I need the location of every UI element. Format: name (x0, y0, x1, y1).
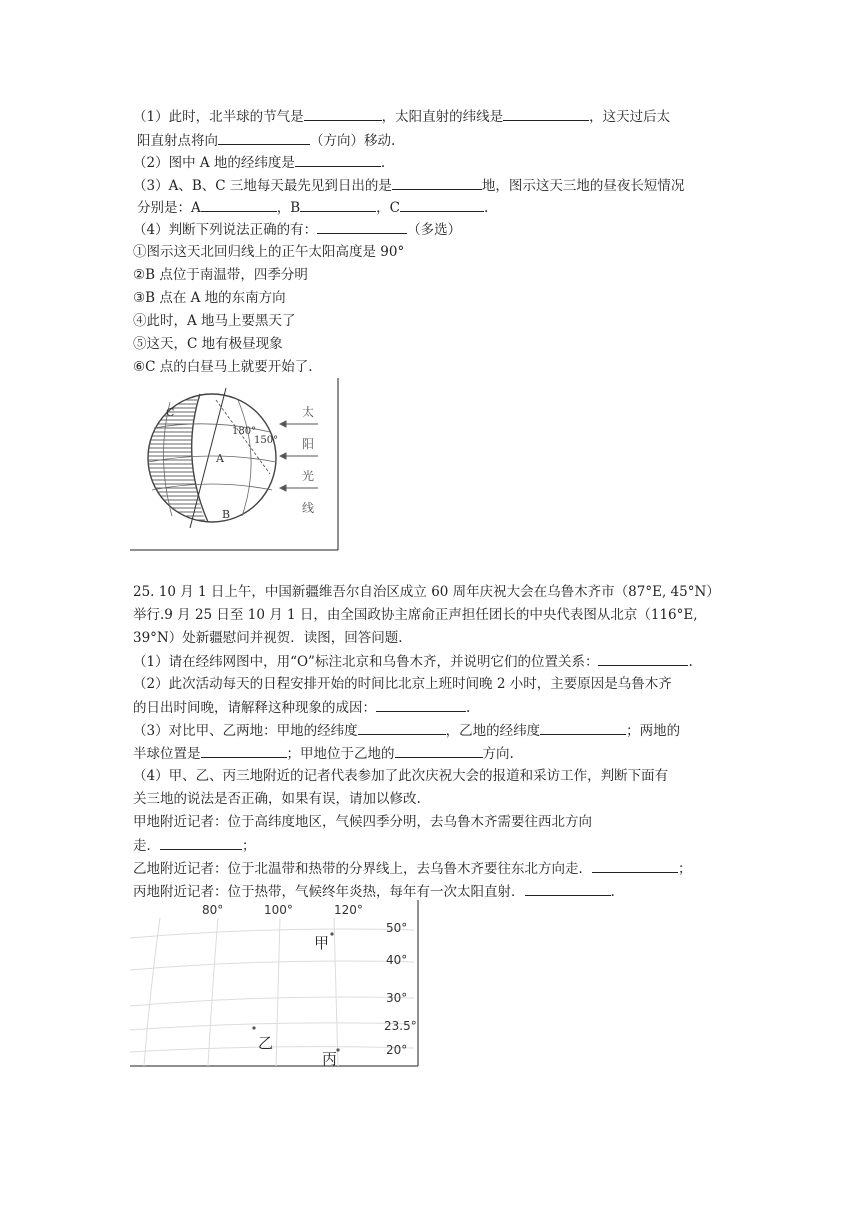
option-6: ⑥C 点的白昼马上就要开始了. (133, 359, 313, 375)
q25-line-3: 39°N）处新疆慰问并视贺．读图，回答问题. (133, 630, 403, 646)
answer-blank[interactable] (503, 106, 589, 121)
place-bing: 丙 (322, 1050, 338, 1068)
answer-blank[interactable] (201, 197, 277, 212)
q1-line-6: （4）判断下列说法正确的有： （多选） (133, 219, 461, 240)
q25-sub-2a: （2）此次活动每天的日程安排开始的时间比北京上班时间晚 2 小时，主要原因是乌鲁木齐 (133, 676, 672, 692)
lon-label-100: 100° (264, 903, 293, 917)
q1-line-1: （1）此时，北半球的节气是 ，太阳直射的纬线是 ，这天过后太 (133, 106, 670, 127)
lat-label-23-5: 23.5° (384, 1019, 417, 1033)
q25-sub-2b: 的日出时间晚，请解释这种现象的成因： . (133, 697, 470, 718)
q25-sub-4a: （4）甲、乙、丙三地附近的记者代表参加了此次庆祝大会的报道和采访工作，判断下面有 (133, 768, 669, 784)
sun-char-4: 线 (302, 501, 315, 515)
option-4: ④此时，A 地马上要黑天了 (133, 313, 296, 329)
answer-blank[interactable] (376, 697, 466, 712)
q25-sub-1: （1）请在经纬网图中，用“O”标注北京和乌鲁木齐，并说明它们的位置关系： . (133, 651, 693, 672)
answer-blank[interactable] (201, 743, 287, 758)
answer-blank[interactable] (300, 197, 376, 212)
latlon-grid-figure (130, 900, 420, 1068)
globe-figure (130, 378, 342, 552)
q25-line-2: 举行.9 月 25 日至 10 月 1 日，由全国政协主席俞正声担任团长的中央代表图从北京（116°E, (133, 607, 698, 623)
answer-blank[interactable] (317, 219, 407, 234)
answer-blank[interactable] (395, 743, 483, 758)
answer-blank[interactable] (540, 720, 626, 735)
answer-blank[interactable] (592, 858, 678, 873)
option-2: ②B 点位于南温带，四季分明 (133, 267, 308, 283)
sun-char-3: 光 (302, 469, 315, 483)
place-yi: 乙 (258, 1034, 274, 1052)
answer-blank[interactable] (598, 651, 688, 666)
lon-label-120: 120° (334, 903, 363, 917)
lat-label-40: 40° (386, 953, 408, 967)
q1-line-2: 阳直射点将向 （方向）移动. (137, 130, 395, 151)
answer-blank[interactable] (358, 720, 446, 735)
q25-sub-3b: 半球位置是 ；甲地位于乙地的 方向. (133, 743, 514, 764)
sun-char-2: 阳 (302, 437, 315, 451)
meridian-180-label: 180° (232, 426, 257, 437)
option-1: ①图示这天北回归线上的正午太阳高度是 90° (133, 244, 405, 260)
meridian-150-label: 150° (254, 435, 279, 446)
latlon-grid (130, 900, 420, 1068)
q1-line-5: 分别是：A ，B ，C . (137, 197, 488, 218)
option-3: ③B 点在 A 地的东南方向 (133, 290, 286, 306)
sun-char-1: 太 (302, 405, 315, 419)
answer-blank[interactable] (218, 130, 310, 145)
answer-blank[interactable] (160, 835, 242, 850)
q1-line-3: （2）图中 A 地的经纬度是 . (133, 152, 385, 173)
jia-statement: 甲地附近记者：位于高纬度地区，气候四季分明，去乌鲁木齐需要往西北方向 (133, 814, 592, 830)
answer-blank[interactable] (304, 106, 382, 121)
point-b-label: B (222, 508, 231, 521)
option-5: ⑤这天，C 地有极昼现象 (133, 336, 283, 352)
q25-sub-3a: （3）对比甲、乙两地：甲地的经纬度 ，乙地的经纬度 ；两地的 (133, 720, 680, 741)
lat-label-20: 20° (386, 1043, 408, 1057)
bing-statement: 丙地附近记者：位于热带，气候终年炎热，每年有一次太阳直射． . (133, 881, 615, 902)
q25-line-1: 25. 10 月 1 日上午，中国新疆维吾尔自治区成立 60 周年庆祝大会在乌鲁木齐市（87°E, 45°N） (133, 584, 720, 600)
answer-blank[interactable] (400, 197, 484, 212)
point-c-label: C (166, 406, 175, 419)
q25-sub-4b: 关三地的说法是否正确，如果有误，请加以修改. (133, 791, 421, 807)
lat-label-30: 30° (386, 991, 408, 1005)
yi-statement: 乙地附近记者：位于北温带和热带的分界线上，去乌鲁木齐要往东北方向走． ； (133, 858, 692, 879)
point-a-label: A (216, 452, 224, 465)
q1-line-4: （3）A、B、C 三地每天最先见到日出的是 地，图示这天三地的昼夜长短情况 (133, 175, 684, 196)
jia-statement-cont: 走． ； (133, 835, 256, 856)
lat-label-50: 50° (386, 921, 408, 935)
place-jia: 甲 (314, 934, 330, 952)
lon-label-80: 80° (202, 903, 224, 917)
answer-blank[interactable] (392, 175, 482, 190)
answer-blank[interactable] (295, 152, 381, 167)
answer-blank[interactable] (525, 881, 611, 896)
globe-diagram (130, 378, 342, 552)
